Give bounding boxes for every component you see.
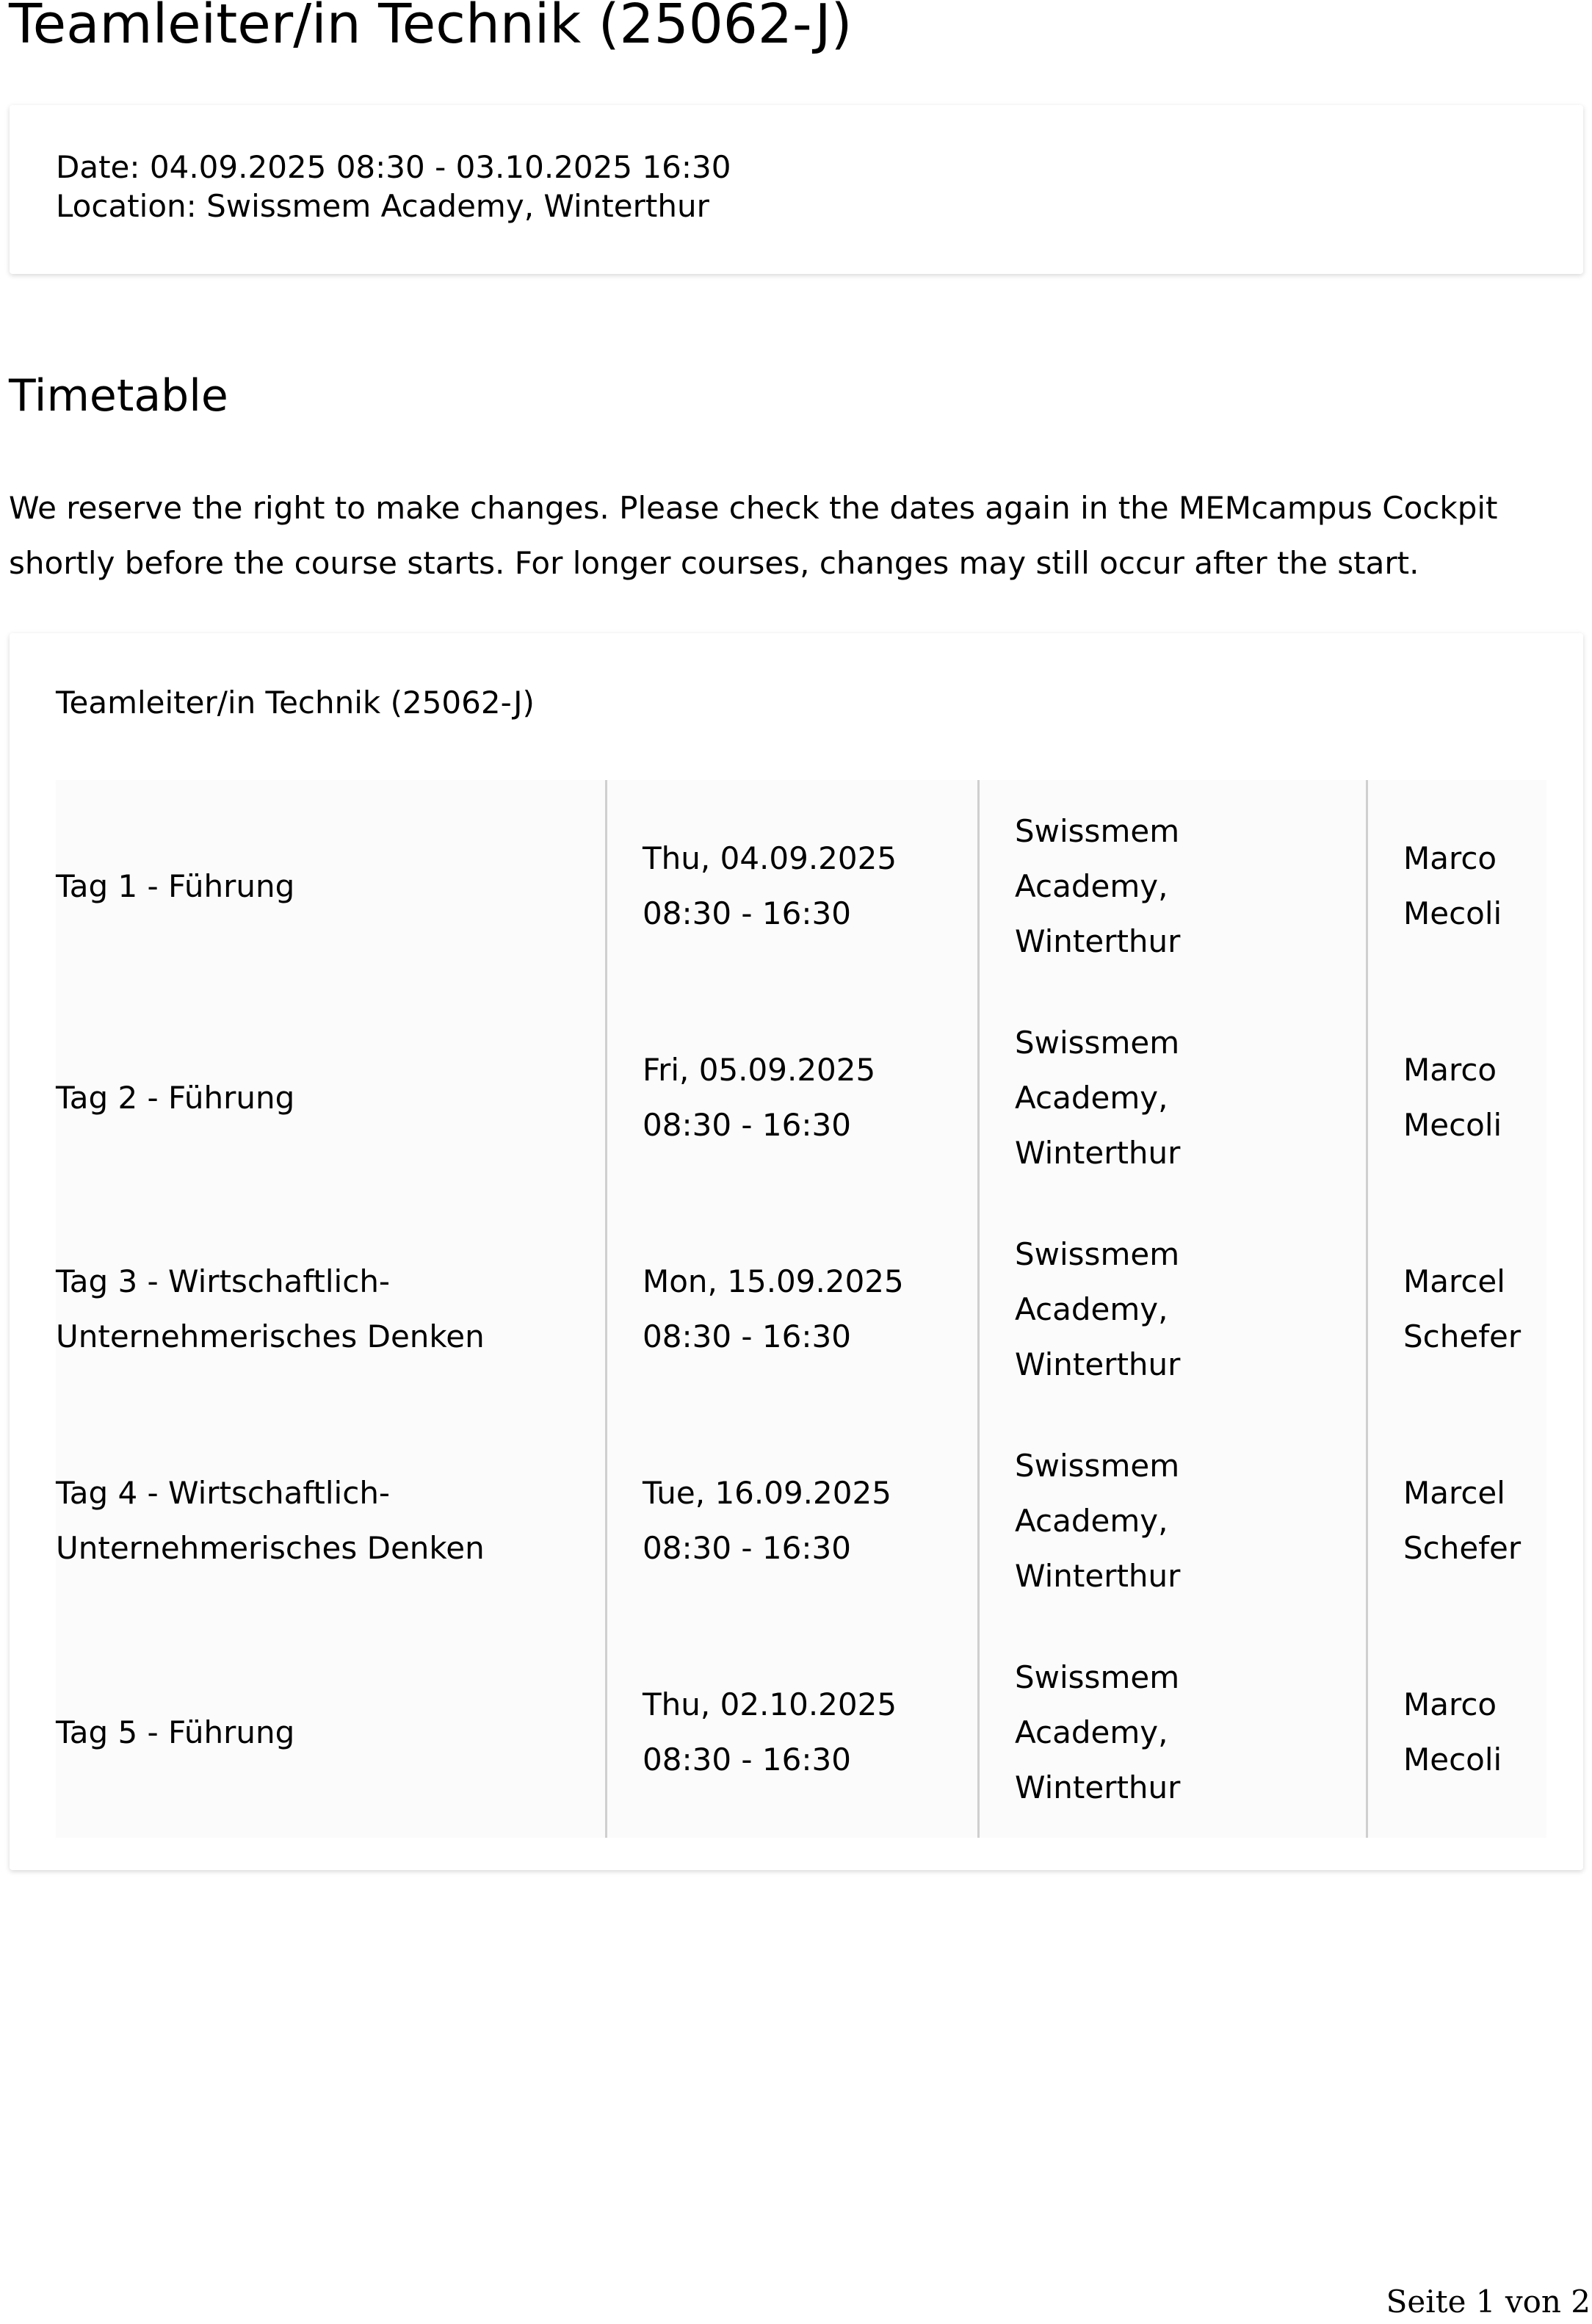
- session-trainer-line: Mecoli: [1403, 895, 1502, 931]
- session-date-line: 08:30 - 16:30: [643, 1107, 851, 1143]
- session-date-line: 08:30 - 16:30: [643, 895, 851, 931]
- session-title: [56, 1070, 294, 1125]
- session-date-line: Thu, 04.09.2025: [643, 840, 897, 876]
- session-trainer-cell: [1366, 1415, 1546, 1626]
- session-date: [643, 831, 897, 941]
- session-location-line: Winterthur: [1015, 1346, 1181, 1382]
- session-trainer: [1403, 1465, 1521, 1576]
- timetable-card: [10, 633, 1583, 1870]
- session-location-line: Swissmem: [1015, 1659, 1180, 1695]
- session-title-line: Unternehmerisches Denken: [56, 1530, 485, 1566]
- session-location: [1015, 1227, 1180, 1392]
- session-trainer-line: Mecoli: [1403, 1107, 1502, 1143]
- session-title-cell: [56, 992, 605, 1203]
- session-title: [56, 1254, 485, 1364]
- session-date-cell: [605, 1415, 977, 1626]
- session-trainer: [1403, 1042, 1502, 1152]
- session-date-cell: [605, 1203, 977, 1415]
- session-location-line: Swissmem: [1015, 1024, 1180, 1061]
- session-location-line: Swissmem: [1015, 1235, 1180, 1272]
- session-date-cell: [605, 1626, 977, 1838]
- session-title-line: Tag 2 - Führung: [56, 1079, 295, 1116]
- course-date: Date: 04.09.2025 08:30 - 03.10.2025 16:30: [56, 149, 731, 185]
- session-location-line: Swissmem: [1015, 812, 1180, 849]
- session-location-line: Winterthur: [1015, 923, 1181, 959]
- session-location: [1015, 1438, 1180, 1603]
- session-location-line: Winterthur: [1015, 1134, 1181, 1171]
- session-date-line: 08:30 - 16:30: [643, 1530, 851, 1566]
- timetable-row: [56, 1626, 1546, 1838]
- session-trainer: [1403, 831, 1502, 941]
- session-date: [643, 1042, 875, 1152]
- session-date-line: Tue, 16.09.2025: [643, 1475, 891, 1511]
- session-date-line: Fri, 05.09.2025: [643, 1052, 876, 1088]
- session-trainer-line: Mecoli: [1403, 1742, 1502, 1778]
- session-trainer-line: Marcel: [1403, 1475, 1505, 1511]
- session-date-cell: [605, 780, 977, 992]
- course-location: Location: Swissmem Academy, Winterthur: [56, 188, 709, 224]
- session-title-cell: [56, 1203, 605, 1415]
- session-date: [643, 1677, 897, 1787]
- session-location-cell: [977, 780, 1366, 992]
- session-location-cell: [977, 992, 1366, 1203]
- session-trainer-line: Schefer: [1403, 1530, 1522, 1566]
- session-title: [56, 1465, 485, 1576]
- page-title: Teamleiter/in Technik (25062-J): [9, 0, 853, 56]
- session-trainer-line: Marco: [1403, 840, 1497, 876]
- timetable-row: [56, 1415, 1546, 1626]
- session-location-line: Academy,: [1015, 867, 1168, 904]
- session-date: [643, 1465, 891, 1576]
- session-trainer-line: Marco: [1403, 1052, 1497, 1088]
- session-trainer-line: Schefer: [1403, 1318, 1522, 1354]
- session-trainer: [1403, 1254, 1521, 1364]
- session-location-line: Academy,: [1015, 1291, 1168, 1327]
- timetable-notice: We reserve the right to make changes. Please check the dates again in the MEMcampus Cockpit shortly before the course starts. For longer courses, changes may still occur after the start.: [9, 490, 1498, 581]
- session-date-line: Thu, 02.10.2025: [643, 1686, 897, 1722]
- session-location-cell: [977, 1203, 1366, 1415]
- timetable-row: [56, 780, 1546, 992]
- session-trainer-line: Marco: [1403, 1686, 1497, 1722]
- session-title-cell: [56, 1626, 605, 1838]
- session-date-cell: [605, 992, 977, 1203]
- session-title-cell: [56, 780, 605, 992]
- timetable-heading: Timetable: [9, 370, 228, 422]
- session-title-line: Tag 4 - Wirtschaftlich-: [56, 1475, 391, 1511]
- session-location-line: Winterthur: [1015, 1557, 1181, 1594]
- session-trainer-cell: [1366, 992, 1546, 1203]
- timetable-caption: Teamleiter/in Technik (25062-J): [56, 685, 535, 721]
- session-location: [1015, 1015, 1180, 1180]
- session-title: [56, 1705, 294, 1760]
- timetable-row: [56, 992, 1546, 1203]
- session-trainer-cell: [1366, 1626, 1546, 1838]
- timetable-row: [56, 1203, 1546, 1415]
- session-date-line: 08:30 - 16:30: [643, 1318, 851, 1354]
- session-location-line: Academy,: [1015, 1079, 1168, 1116]
- session-title-line: Tag 1 - Führung: [56, 867, 295, 904]
- session-trainer-cell: [1366, 1203, 1546, 1415]
- session-trainer-line: Marcel: [1403, 1263, 1505, 1299]
- session-title-line: Unternehmerisches Denken: [56, 1318, 485, 1354]
- session-location-line: Academy,: [1015, 1502, 1168, 1539]
- session-location: [1015, 1650, 1180, 1815]
- session-date-line: Mon, 15.09.2025: [643, 1263, 904, 1299]
- session-trainer: [1403, 1677, 1502, 1787]
- session-title-line: Tag 5 - Führung: [56, 1714, 295, 1750]
- course-info-card: [10, 105, 1583, 274]
- session-title-cell: [56, 1415, 605, 1626]
- session-location-cell: [977, 1415, 1366, 1626]
- session-title: [56, 859, 294, 914]
- session-trainer-cell: [1366, 780, 1546, 992]
- session-date: [643, 1254, 904, 1364]
- session-location-line: Academy,: [1015, 1714, 1168, 1750]
- page-number: Seite 1 von 2: [1386, 2284, 1591, 2320]
- session-location-line: Winterthur: [1015, 1769, 1181, 1805]
- session-location-cell: [977, 1626, 1366, 1838]
- session-date-line: 08:30 - 16:30: [643, 1742, 851, 1778]
- timetable-table: [56, 780, 1546, 1838]
- session-location-line: Swissmem: [1015, 1447, 1180, 1484]
- session-title-line: Tag 3 - Wirtschaftlich-: [56, 1263, 391, 1299]
- session-location: [1015, 804, 1180, 969]
